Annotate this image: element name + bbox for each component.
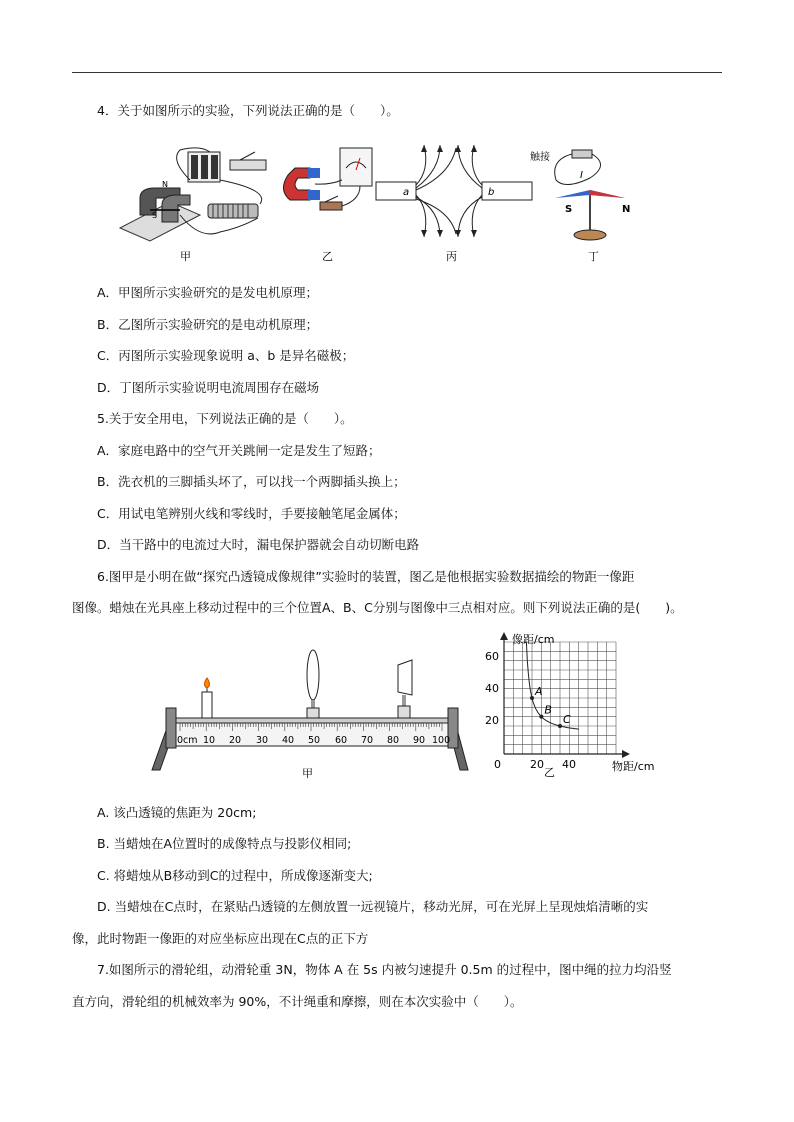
ding-i-label: I: [580, 170, 583, 181]
figure-yi: [283, 148, 372, 263]
bench-tick-label-50: 50: [308, 735, 321, 746]
bing-b-label: b: [488, 187, 495, 198]
bench-tick-label-70: 70: [361, 735, 374, 746]
graph-point-c: [558, 724, 562, 728]
q5-stem: 5.关于安全用电，下列说法正确的是（ ）。: [97, 411, 353, 426]
graph-point-b: [539, 715, 543, 719]
graph-xlabel: 物距/cm: [612, 760, 655, 773]
q6-stem-line2: 图像。蜡烛在光具座上移动过程中的三个位置A、B、C分别与图像中三点相对应。则下列说法正确的是( )。: [72, 600, 683, 615]
bench-tick-label-80: 80: [387, 735, 400, 746]
bench-tick-label-40: 40: [282, 735, 295, 746]
graph-point-label-b: B: [544, 703, 552, 717]
bench-tick-label-20: 20: [229, 735, 242, 746]
figure-jia: [120, 148, 266, 263]
q6-bench-figure: [150, 630, 470, 780]
q4-option-c: C．丙图所示实验现象说明 a、b 是异名磁极；: [97, 348, 355, 363]
bench-caption: 甲: [302, 767, 313, 780]
bench-tick-label-0: 0cm: [177, 735, 198, 746]
q6-stem-line1: 6.图甲是小明在做“探究凸透镜成像规律”实验时的装置，图乙是他根据实验数据描绘的物距一像距: [97, 569, 635, 584]
q4-stem: 4．关于如图所示的实验，下列说法正确的是（ ）。: [97, 103, 399, 118]
graph-point-a: [530, 696, 534, 700]
header-rule: [72, 72, 722, 73]
q5-option-c: C．用试电笔辨别火线和零线时，手要接触笔尾金属体；: [97, 506, 406, 521]
q6-option-d-line2: 像，此时物距一像距的对应坐标应出现在C点的正下方: [72, 931, 369, 946]
graph-point-label-c: C: [563, 713, 571, 726]
bench-tick-label-100: 100: [432, 735, 451, 746]
figure-ding: [530, 150, 630, 263]
graph-point-label-a: A: [535, 685, 543, 698]
q4-option-d: D．丁图所示实验说明电流周围存在磁场: [97, 380, 320, 395]
q5-option-b: B．洗衣机的三脚插头坏了，可以找一个两脚插头换上；: [97, 474, 406, 489]
graph-ytick-40: 40: [485, 682, 499, 695]
bench-tick-label-60: 60: [335, 735, 348, 746]
ding-n-label: N: [622, 204, 631, 215]
convex-lens: [307, 650, 319, 718]
bench-tick-label-90: 90: [413, 735, 426, 746]
q4-figure-svg: [110, 140, 670, 265]
jia-caption: 甲: [180, 250, 191, 263]
graph-xtick-20: 20: [530, 758, 544, 771]
graph-svg: [482, 630, 682, 780]
graph-ytick-60: 60: [485, 650, 499, 663]
bing-a-label: a: [403, 187, 410, 198]
bing-caption: 丙: [446, 250, 457, 263]
ding-s-label: S: [565, 204, 573, 215]
candle: [202, 678, 212, 718]
ding-touch-label: 触接: [530, 152, 550, 163]
q6-option-a: A. 该凸透镜的焦距为 20cm;: [97, 805, 257, 820]
q7-line1: 7.如图所示的滑轮组，动滑轮重 3N，物体 A 在 5s 内被匀速提升 0.5m 的过程中，图中绳的拉力均沿竖: [97, 962, 672, 977]
bench-tick-label-30: 30: [256, 735, 269, 746]
q4-option-a: A．甲图所示实验研究的是发电机原理；: [97, 285, 319, 300]
q6-option-c: C. 将蜡烛从B移动到C的过程中，所成像逐渐变大;: [97, 868, 373, 883]
graph-xtick-0: 0: [494, 758, 501, 771]
jia-s-label: S: [152, 211, 158, 220]
q5-option-a: A．家庭电路中的空气开关跳闸一定是发生了短路；: [97, 443, 381, 458]
jia-n-label: N: [162, 180, 168, 189]
q6-option-d-line1: D. 当蜡烛在C点时，在紧贴凸透镜的左侧放置一远视镜片，移动光屏，可在光屏上呈现烛焰清晰的实: [97, 899, 649, 914]
yi-caption: 乙: [322, 250, 333, 263]
light-screen: [398, 660, 412, 718]
graph-grid: [504, 642, 616, 754]
bench-tick-label-10: 10: [203, 735, 216, 746]
graph-caption: 乙: [544, 766, 555, 779]
q5-option-d: D．当干路中的电流过大时，漏电保护器就会自动切断电路: [97, 537, 420, 552]
graph-ytick-20: 20: [485, 714, 499, 727]
q4-figures: [110, 140, 670, 265]
q6-graph-figure: [482, 630, 682, 780]
graph-x-arrow: [622, 750, 630, 758]
bench-svg: [150, 630, 470, 780]
graph-xtick-40: 40: [562, 758, 576, 771]
graph-ylabel: 像距/cm: [512, 633, 555, 646]
ding-caption: 丁: [588, 250, 599, 263]
q6-option-b: B. 当蜡烛在A位置时的成像特点与投影仪相同;: [97, 836, 352, 851]
q4-option-b: B．乙图所示实验研究的是电动机原理；: [97, 317, 319, 332]
figure-bing: [376, 145, 532, 263]
graph-y-arrow: [500, 632, 508, 640]
q7-line2: 直方向，滑轮组的机械效率为 90%，不计绳重和摩擦，则在本次实验中（ ）。: [72, 994, 523, 1009]
